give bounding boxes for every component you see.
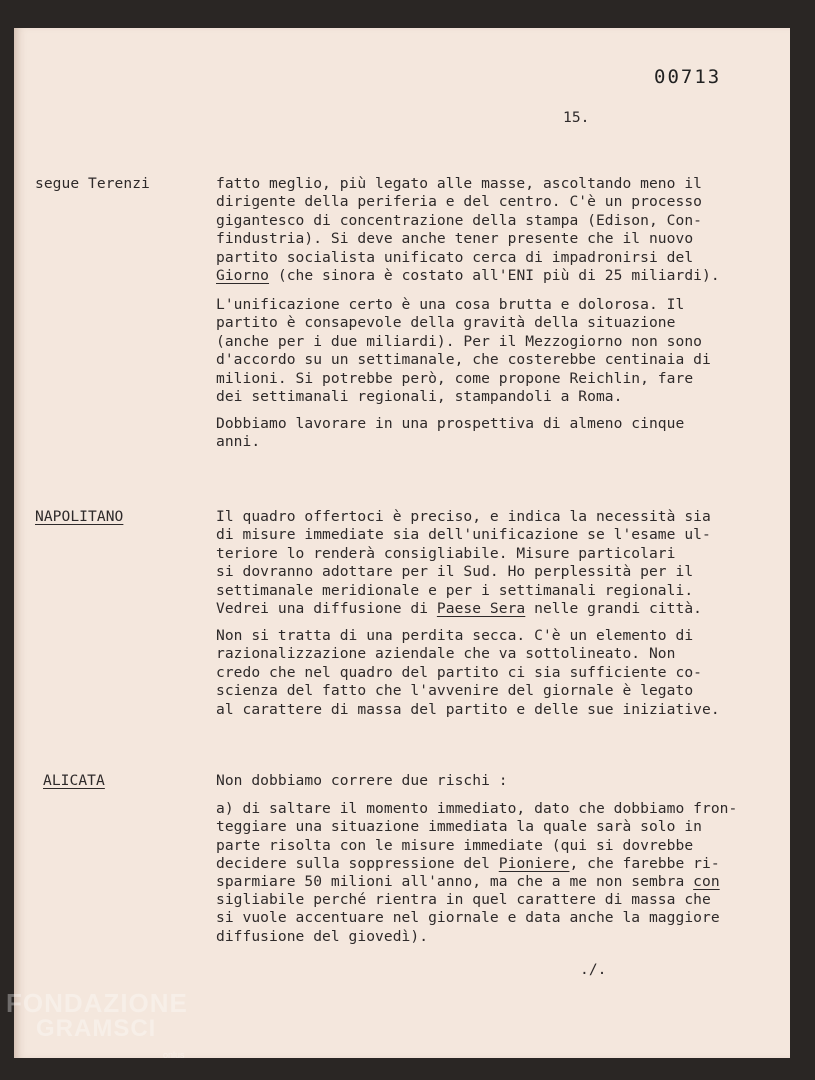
fondazione-gramsci-watermark: FONDAZIONE GRAMSCI: [6, 988, 188, 1042]
paragraph-line: Giorno (che sinora è costato all'ENI più di 25 miliardi).: [216, 267, 720, 284]
paragraph-line: Vedrei una diffusione di Paese Sera nelle grandi città.: [216, 600, 703, 617]
paragraph-line: decidere sulla soppressione del Pioniere, che farebbe ri-: [216, 855, 720, 872]
paragraph: Dobbiamo lavorare in una prospettiva di almeno cinque anni.: [216, 415, 685, 451]
document-number: 00713: [654, 66, 722, 88]
paragraph-line: sparmiare 50 milioni all'anno, ma che a me non sembra con: [216, 873, 720, 890]
continuation-mark: ./.: [580, 961, 607, 978]
speaker-label: segue Terenzi: [35, 175, 150, 192]
page-number: 15.: [563, 109, 590, 126]
newspaper-title: Pioniere: [498, 855, 570, 872]
newspaper-title: Paese Sera: [436, 600, 526, 617]
paragraph: fatto meglio, più legato alle masse, ascoltando meno il dirigente della periferia e del centro. C'è un processo gigantesco di concentrazione della stampa (Edison, Con- findustria). Si deve anche tener presente che il nuovo partito socialista unificato cerca di impadronirsi del: [216, 175, 702, 266]
paragraph: a) di saltare il momento immediato, dato che dobbiamo fron- teggiare una situazione immediata la quale sarà solo in parte risolta con le misure immediate (qui si dovrebbe: [216, 800, 738, 854]
paragraph: Non dobbiamo correre due rischi :: [216, 772, 508, 789]
newspaper-title: Giorno: [216, 267, 270, 284]
speaker-label: NAPOLITANO: [35, 508, 124, 525]
paragraph: sigliabile perché rientra in quel carattere di massa che si vuole accentuare nel giornale e data anche la maggiore diffusione del giovedì).: [216, 891, 720, 945]
paragraph: Non si tratta di una perdita secca. C'è un elemento di razionalizzazione aziendale che va sottolineato. Non credo che nel quadro del partito ci sia sufficiente co- scienza del fatto che l'avvenire del giornale è legato al carattere di massa del partito e delle sue iniziative.: [216, 627, 720, 718]
paragraph: Il quadro offertoci è preciso, e indica la necessità sia di misure immediate sia dell'unificazione se l'esame ul- teriore lo renderà consigliabile. Misure particolari si dovranno adottare per il Sud. Ho perplessità per il settimanale meridionale e per i settimanali regionali.: [216, 508, 711, 599]
speaker-label: ALICATA: [43, 772, 105, 789]
watermark-subtitle: onlus: [163, 1050, 185, 1060]
paragraph: L'unificazione certo è una cosa brutta e dolorosa. Il partito è consapevole della gravità della situazione (anche per i due miliardi). Per il Mezzogiorno non sono d'accordo su un settimanale, che costerebbe centinaia di milioni. Si potrebbe però, come propone Reichlin, fare dei settimanali regionali, stampandoli a Roma.: [216, 296, 711, 406]
